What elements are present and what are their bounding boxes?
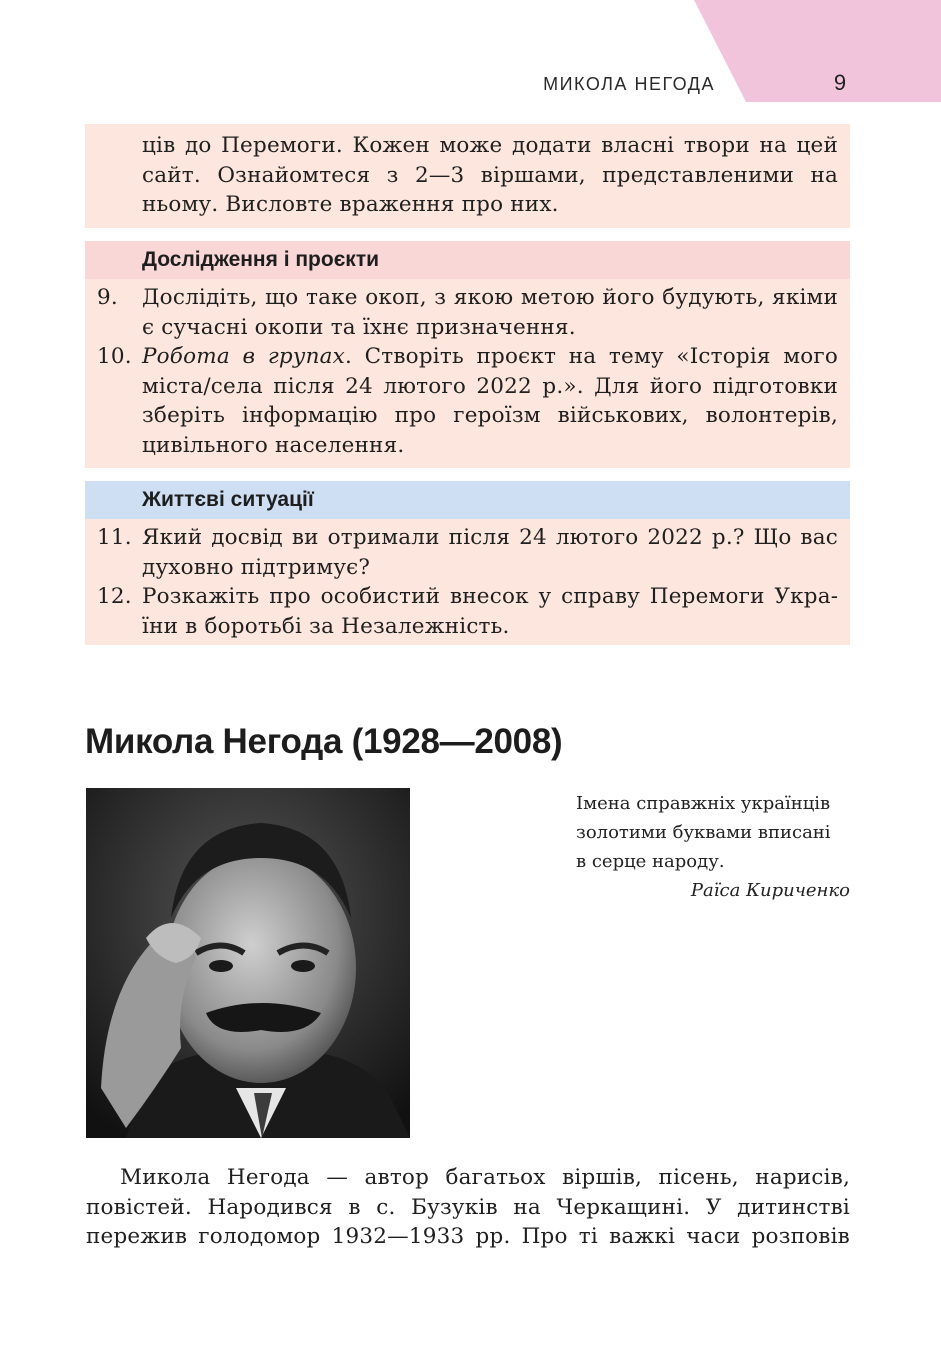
body-paragraph: Микола Негода — автор багатьох віршів, пісень, нарисів, повістей. Народився в с. Бузуків на Черкащині. У дитинстві пережив голодомор 1932—1933 рр. Про ті важкі часи розповів [86,1165,850,1249]
task-number: 12. [97,584,132,609]
portrait-photo [86,788,410,1138]
task-text: Який досвід ви отримали після 24 лютого 2022 р.? Що вас духовно підтримує? [142,525,838,580]
task-item [85,342,838,460]
task-lead: Робота в групах [142,344,345,369]
task-text: Розкажіть про особистий внесок у справу Перемоги України в боротьбі за Незалежність. [142,584,838,639]
continued-task-text: ців до Перемоги. Кожен може додати власні твори на цей сайт. Ознайомтеся з 2—3 віршами, представленими на ньому. Висловте враження про них. [142,133,838,217]
page-number: 9 [833,70,847,95]
research-heading: Дослідження і проєкти [85,241,850,279]
author-portrait [86,788,410,1138]
research-section [85,241,850,468]
task-text: . Створіть проєкт на тему «Історія мого міста/села після 24 лютого 2022 р.». Для його підготовки зберіть інформацію про героїзм військових, волонтерів, цивільного населення. [142,344,838,458]
epigraph-author: Раїса Кириченко [690,880,850,901]
life-situations-heading: Життєві ситуації [85,481,850,519]
task-text: Дослідіть, що таке окоп, з якою метою його будують, якіми є сучасні окопи та їхнє призначення. [142,285,838,340]
task-item [85,582,838,641]
task-item [85,523,838,582]
epigraph-line: Імена справжніх українців [576,793,831,814]
section-title: Микола Негода (1928—2008) [85,722,563,761]
life-situations-section [85,481,850,645]
epigraph [576,789,850,905]
task-number: 11. [97,525,132,550]
continued-task-box [85,124,850,228]
task-number: 10. [97,344,132,369]
epigraph-line: в серце народу. [576,851,725,872]
running-head: МИКОЛА НЕГОДА [543,74,715,94]
task-number: 9. [97,285,118,310]
task-item [85,283,838,342]
epigraph-line: золотими буквами вписані [576,822,831,843]
